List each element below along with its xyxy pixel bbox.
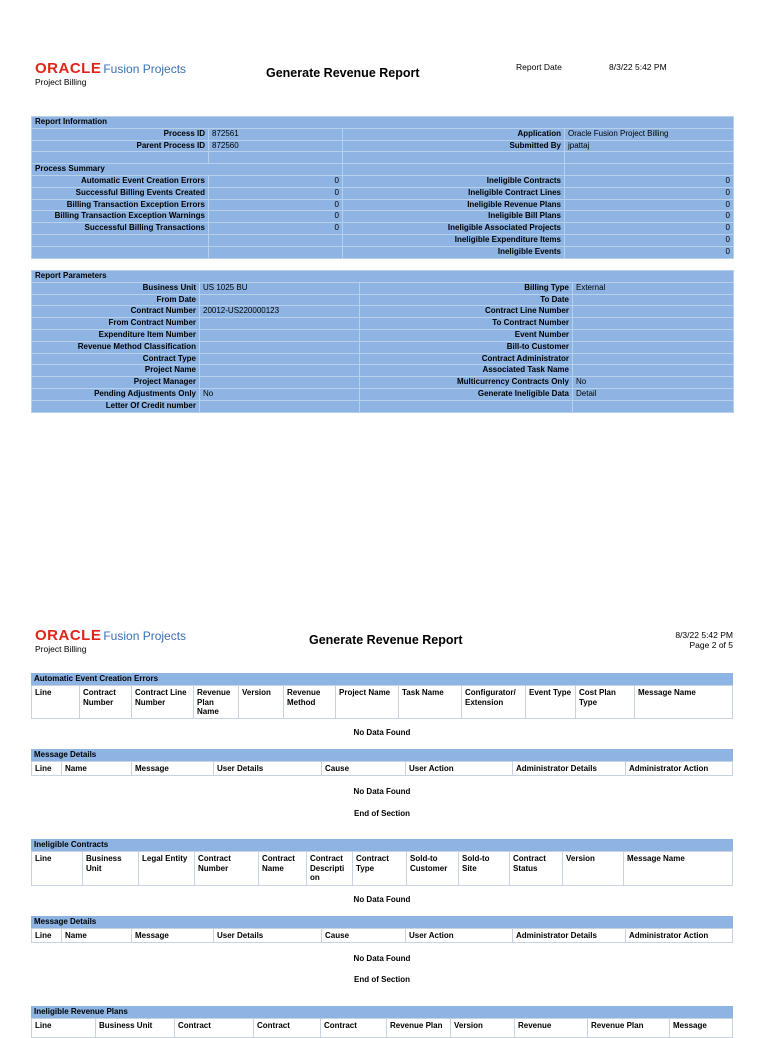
column-header: Cost Plan Type (576, 686, 635, 718)
report-date-value: 8/3/22 5:42 PM (609, 62, 667, 72)
column-header: Revenue Plan (588, 1019, 670, 1037)
column-header: Name (62, 762, 132, 775)
empty-cell (32, 152, 209, 164)
param-value (200, 294, 360, 306)
param-label: From Date (32, 294, 200, 306)
oracle-logo (35, 60, 186, 87)
param-value: Detail (573, 388, 734, 400)
summary-value: 0 (209, 187, 343, 199)
param-label: Multicurrency Contracts Only (360, 377, 573, 389)
param-label (360, 400, 573, 412)
summary-value: 0 (565, 246, 734, 258)
empty-cell (209, 152, 343, 164)
summary-value: 0 (209, 175, 343, 187)
summary-label: Ineligible Contract Lines (343, 187, 565, 199)
column-header: Sold-to Site (459, 852, 510, 885)
application-label: Application (343, 128, 565, 140)
summary-value (209, 234, 343, 246)
summary-label: Ineligible Expenditure Items (343, 234, 565, 246)
summary-label: Successful Billing Transactions (32, 223, 209, 235)
param-value (573, 400, 734, 412)
parent-process-id-value: 872560 (209, 140, 343, 152)
logo-subtitle: Project Billing (35, 77, 87, 87)
column-header: Project Name (336, 686, 399, 718)
summary-value: 0 (565, 234, 734, 246)
summary-value (209, 246, 343, 258)
column-header: User Action (406, 929, 513, 942)
param-label: Event Number (360, 329, 573, 341)
column-header: Line (32, 929, 62, 942)
auto-errors-column-headers (31, 685, 733, 719)
column-header: Revenue Method (284, 686, 336, 718)
param-value (573, 329, 734, 341)
empty-cell (343, 164, 565, 176)
page2-date: 8/3/22 5:42 PM (675, 630, 733, 640)
end-of-section-2: End of Section (354, 975, 410, 984)
column-header: Revenue (515, 1019, 588, 1037)
report-info-heading: Report Information (32, 117, 734, 129)
param-value (573, 353, 734, 365)
parent-process-id-label: Parent Process ID (32, 140, 209, 152)
column-header: Cause (322, 929, 406, 942)
no-data-message-details-2: No Data Found (353, 954, 411, 963)
logo-subtitle: Project Billing (35, 644, 87, 654)
logo-brand: ORACLE (35, 627, 102, 644)
param-label: Contract Administrator (360, 353, 573, 365)
column-header: Line (32, 1019, 96, 1037)
report-date-label: Report Date (516, 62, 562, 72)
param-value: US 1025 BU (200, 282, 360, 294)
column-header: Revenue Plan (387, 1019, 451, 1037)
column-header: Contract Number (80, 686, 132, 718)
no-data-auto-errors: No Data Found (353, 728, 411, 737)
report-title-page2: Generate Revenue Report (309, 633, 463, 647)
param-value (573, 341, 734, 353)
param-value: No (200, 388, 360, 400)
column-header: Sold-to Customer (407, 852, 459, 885)
empty-cell (565, 164, 734, 176)
summary-label: Ineligible Events (343, 246, 565, 258)
column-header: Line (32, 762, 62, 775)
param-value (200, 318, 360, 330)
oracle-logo-page2 (35, 627, 186, 654)
ineligible-contracts-column-headers (31, 851, 733, 886)
column-header: Contract (254, 1019, 321, 1037)
column-header: Version (563, 852, 624, 885)
column-header: Administrator Action (629, 764, 709, 773)
column-header: User Details (214, 929, 322, 942)
column-header: Message (132, 929, 214, 942)
column-header: Contract Descripti on (307, 852, 353, 885)
column-header: User Action (406, 762, 513, 775)
process-summary-heading: Process Summary (32, 164, 343, 176)
param-label: Contract Line Number (360, 306, 573, 318)
param-label: Business Unit (32, 282, 200, 294)
summary-label: Automatic Event Creation Errors (32, 175, 209, 187)
summary-label: Ineligible Associated Projects (343, 223, 565, 235)
section-heading-ineligible-revenue-plans: Ineligible Revenue Plans (31, 1006, 733, 1018)
column-header: Line (32, 852, 83, 885)
param-value (200, 341, 360, 353)
summary-value: 0 (565, 199, 734, 211)
param-label: Pending Adjustments Only (32, 388, 200, 400)
summary-value: 0 (565, 187, 734, 199)
section-heading-message-details-2: Message Details (31, 916, 733, 928)
param-value (573, 365, 734, 377)
param-label: To Date (360, 294, 573, 306)
report-params-heading: Report Parameters (32, 271, 734, 283)
summary-label: Ineligible Revenue Plans (343, 199, 565, 211)
column-header: Administrator Details (513, 929, 626, 942)
section-heading-ineligible-contracts: Ineligible Contracts (31, 839, 733, 851)
column-header: Administrator Details (513, 762, 626, 775)
column-header: Version (239, 686, 284, 718)
param-label: Generate Ineligible Data (360, 388, 573, 400)
param-label: From Contract Number (32, 318, 200, 330)
param-value: 20012-US220000123 (200, 306, 360, 318)
message-details-column-headers-2 (31, 928, 733, 943)
param-label: Project Name (32, 365, 200, 377)
param-value (573, 294, 734, 306)
ineligible-revenue-plans-column-headers (31, 1018, 733, 1038)
param-value (200, 329, 360, 341)
summary-value: 0 (565, 211, 734, 223)
param-label: Revenue Method Classification (32, 341, 200, 353)
param-label: Contract Type (32, 353, 200, 365)
column-header: Name (62, 929, 132, 942)
column-header: Contract Line Number (132, 686, 194, 718)
column-header: Configurator/ Extension (462, 686, 526, 718)
summary-label (32, 234, 209, 246)
logo-brand: ORACLE (35, 60, 102, 77)
summary-value: 0 (565, 223, 734, 235)
process-id-label: Process ID (32, 128, 209, 140)
param-label: Billing Type (360, 282, 573, 294)
section-heading-auto-errors: Automatic Event Creation Errors (31, 673, 733, 685)
page-number: Page 2 of 5 (689, 640, 733, 650)
summary-value: 0 (209, 199, 343, 211)
summary-label (32, 246, 209, 258)
param-value: No (573, 377, 734, 389)
column-header: Business Unit (83, 852, 139, 885)
message-details-column-headers (31, 761, 733, 776)
column-header: Message (132, 762, 214, 775)
column-header: Contract Name (259, 852, 307, 885)
summary-label: Billing Transaction Exception Warnings (32, 211, 209, 223)
column-header: Message (673, 1021, 707, 1030)
column-header: Business Unit (96, 1019, 175, 1037)
column-header: Line (32, 686, 80, 718)
summary-value: 0 (209, 211, 343, 223)
column-header: Contract (321, 1019, 387, 1037)
column-header: Contract (175, 1019, 254, 1037)
summary-label: Ineligible Contracts (343, 175, 565, 187)
logo-product: Fusion Projects (103, 62, 187, 76)
column-header: Message Name (627, 854, 685, 863)
param-label: Expenditure Item Number (32, 329, 200, 341)
column-header: Task Name (399, 686, 462, 718)
column-header: Contract Number (195, 852, 259, 885)
column-header: Message Name (638, 688, 696, 697)
section-heading-message-details: Message Details (31, 749, 733, 761)
column-header: User Details (214, 762, 322, 775)
param-label: Associated Task Name (360, 365, 573, 377)
param-value: External (573, 282, 734, 294)
param-label: Project Manager (32, 377, 200, 389)
column-header: Administrator Action (629, 931, 709, 940)
param-value (573, 318, 734, 330)
empty-cell (343, 152, 565, 164)
logo-product: Fusion Projects (103, 629, 187, 643)
param-label: To Contract Number (360, 318, 573, 330)
param-label: Bill-to Customer (360, 341, 573, 353)
report-title: Generate Revenue Report (266, 66, 420, 80)
submitted-by-label: Submitted By (343, 140, 565, 152)
summary-value: 0 (565, 175, 734, 187)
end-of-section: End of Section (354, 809, 410, 818)
empty-cell (565, 152, 734, 164)
no-data-message-details: No Data Found (353, 787, 411, 796)
column-header: Legal Entity (139, 852, 195, 885)
no-data-ineligible-contracts: No Data Found (353, 895, 411, 904)
column-header: Contract Status (510, 852, 563, 885)
process-id-value: 872561 (209, 128, 343, 140)
application-value: Oracle Fusion Project Billing (565, 128, 734, 140)
report-parameters-table (31, 270, 734, 413)
param-label: Contract Number (32, 306, 200, 318)
column-header: Event Type (526, 686, 576, 718)
column-header: Revenue Plan Name (194, 686, 239, 718)
summary-label: Ineligible Bill Plans (343, 211, 565, 223)
summary-label: Billing Transaction Exception Errors (32, 199, 209, 211)
summary-value: 0 (209, 223, 343, 235)
param-value (200, 365, 360, 377)
report-info-table (31, 116, 734, 259)
submitted-by-value: jpattaj (565, 140, 734, 152)
column-header: Cause (322, 762, 406, 775)
column-header: Version (451, 1019, 515, 1037)
summary-label: Successful Billing Events Created (32, 187, 209, 199)
param-value (573, 306, 734, 318)
param-value (200, 400, 360, 412)
param-value (200, 353, 360, 365)
column-header: Contract Type (353, 852, 407, 885)
param-label: Letter Of Credit number (32, 400, 200, 412)
param-value (200, 377, 360, 389)
